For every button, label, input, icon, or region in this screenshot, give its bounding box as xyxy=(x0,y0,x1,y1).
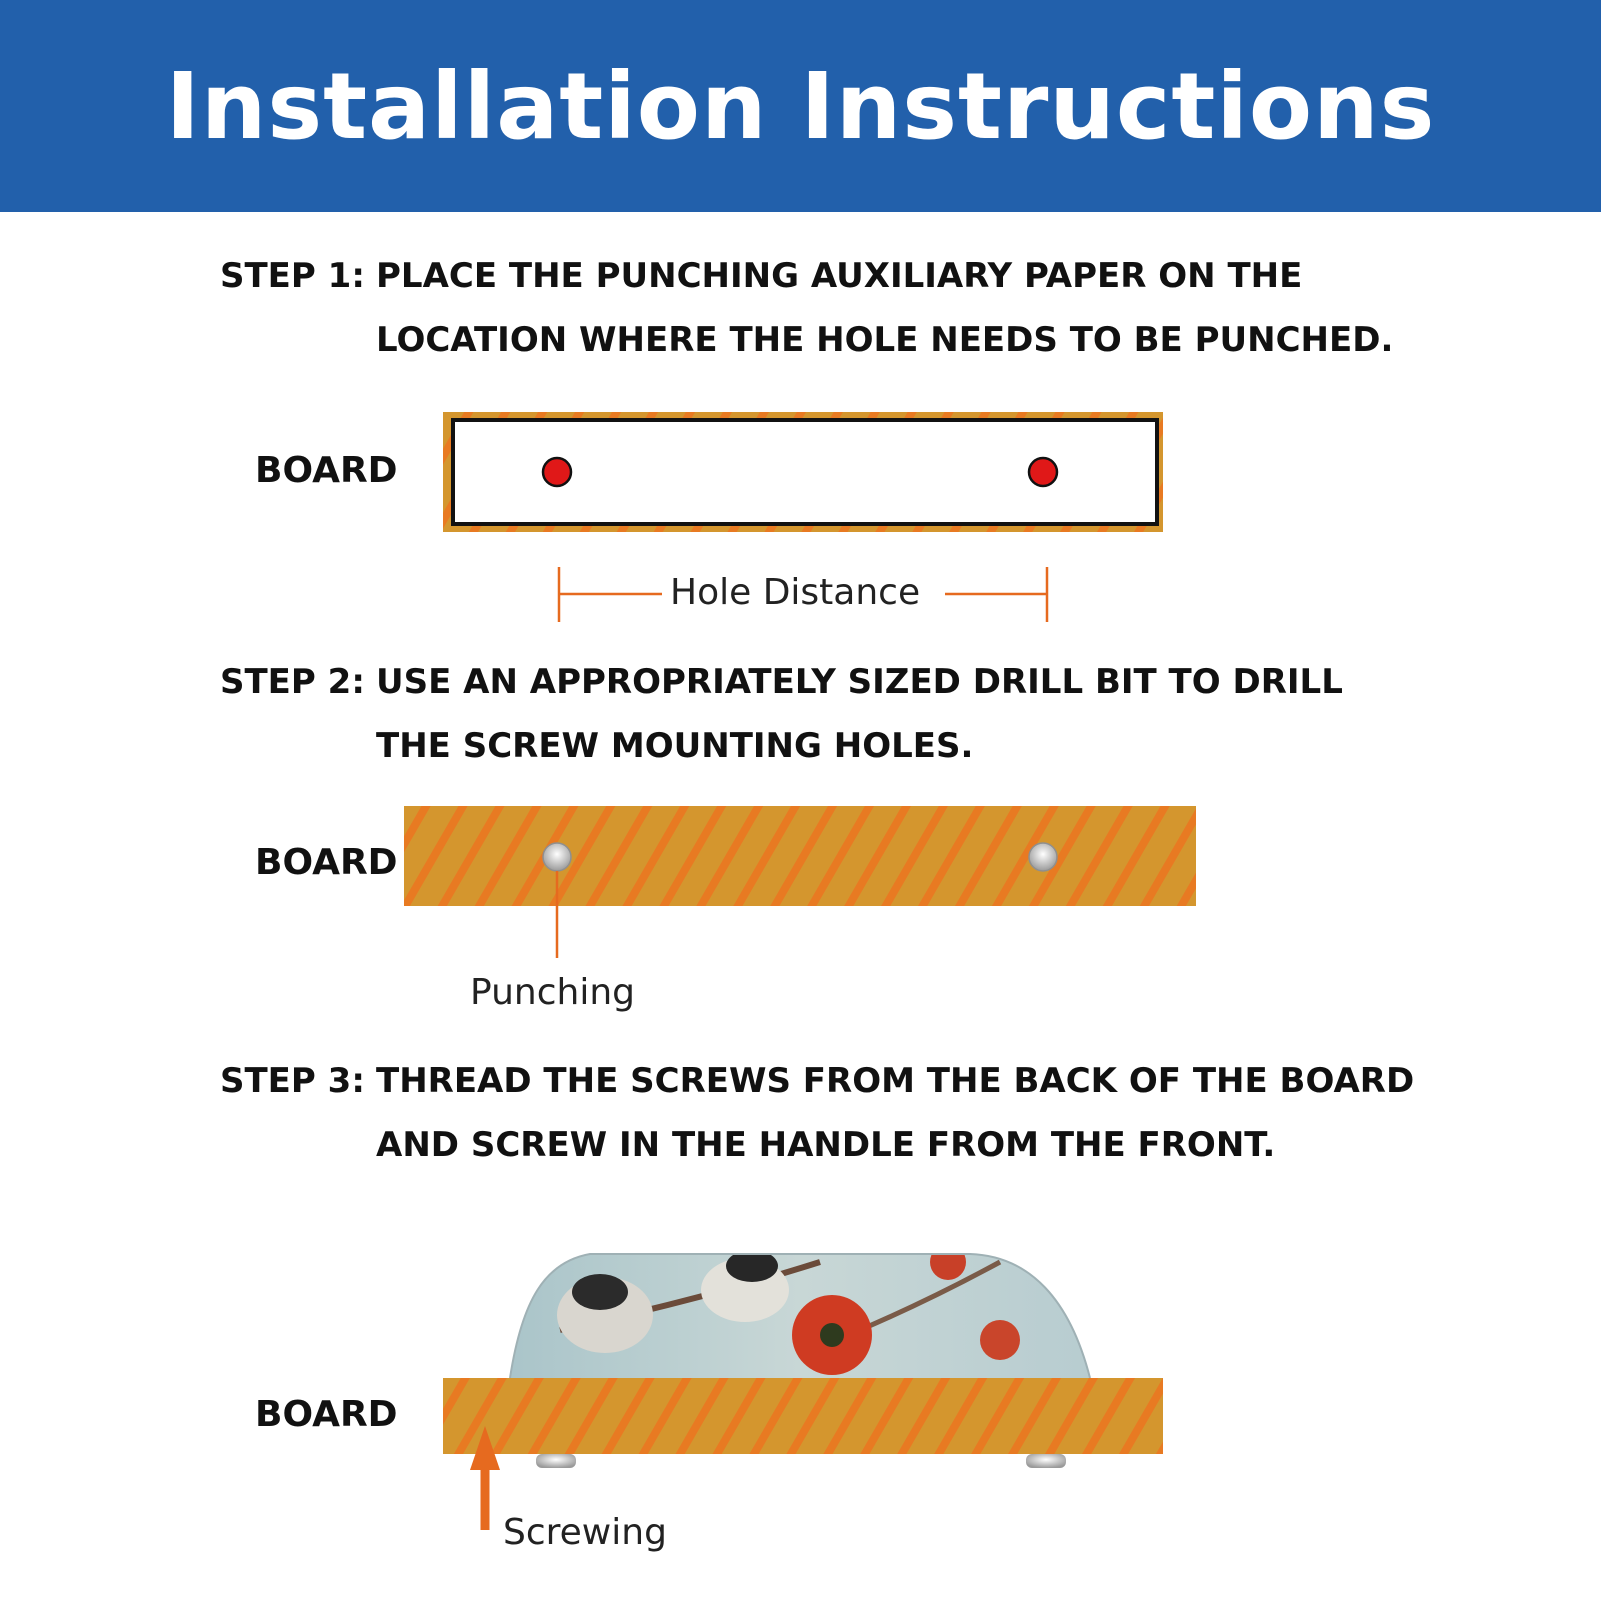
step-3-board-label: BOARD xyxy=(255,1394,398,1435)
step-3-board xyxy=(443,1378,1163,1454)
step-2-line-1: USE AN APPROPRIATELY SIZED DRILL BIT TO DRILL xyxy=(376,662,1343,702)
step-1-label: STEP 1: xyxy=(220,256,365,296)
step-3-line-2: AND SCREW IN THE HANDLE FROM THE FRONT. xyxy=(376,1125,1276,1165)
handle-image xyxy=(500,1244,1100,1390)
screw-head-right xyxy=(1026,1454,1066,1468)
step-3-assembly xyxy=(443,1244,1163,1530)
step-2-label: STEP 2: xyxy=(220,662,365,702)
page-title: Installation Instructions xyxy=(165,52,1436,160)
hole-marker-right xyxy=(1029,458,1057,486)
step-1-line-2: LOCATION WHERE THE HOLE NEEDS TO BE PUNCHED. xyxy=(376,320,1394,360)
step-2-line-2: THE SCREW MOUNTING HOLES. xyxy=(376,726,974,766)
punching-label: Punching xyxy=(470,972,635,1013)
step-1-board xyxy=(443,412,1163,532)
screw-head-left xyxy=(536,1454,576,1468)
screwing-label: Screwing xyxy=(503,1512,667,1553)
step-3-line-1: THREAD THE SCREWS FROM THE BACK OF THE BOARD xyxy=(376,1061,1415,1101)
drilled-hole-right xyxy=(1029,843,1057,871)
drilled-hole-left xyxy=(543,843,571,871)
step-1-board-label: BOARD xyxy=(255,450,398,491)
step-2-board-label: BOARD xyxy=(255,842,398,883)
step-3-label: STEP 3: xyxy=(220,1061,365,1101)
step-1-line-1: PLACE THE PUNCHING AUXILIARY PAPER ON THE xyxy=(376,256,1303,296)
hole-distance-label: Hole Distance xyxy=(670,572,921,613)
hole-marker-left xyxy=(543,458,571,486)
step-2-board xyxy=(404,806,1196,958)
